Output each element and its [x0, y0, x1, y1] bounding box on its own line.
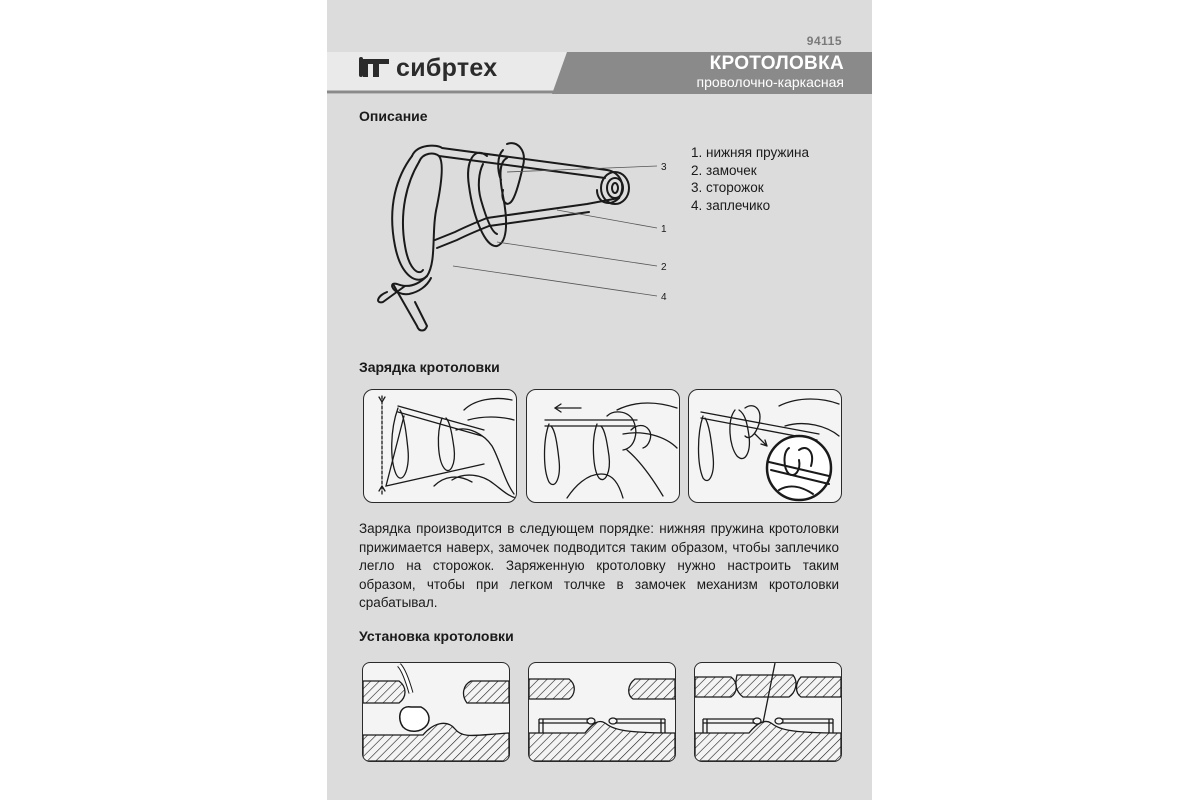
trap-diagram [357, 136, 677, 346]
brand-name: сибртех [396, 53, 498, 82]
legend-item: 3. сторожок [691, 180, 764, 195]
installation-heading: Установка кротоловки [359, 628, 514, 644]
installation-step-3-illustration [695, 663, 841, 761]
brand-logo-icon [359, 55, 393, 81]
callout-3: 3 [661, 162, 667, 173]
installation-step-2-illustration [529, 663, 675, 761]
brand-logo [359, 54, 497, 82]
callout-1: 1 [661, 224, 667, 235]
title-block [696, 54, 844, 90]
product-subtitle: проволочно-каркасная [696, 74, 844, 90]
product-title: КРОТОЛОВКА [709, 53, 844, 74]
installation-step-3 [694, 662, 842, 762]
legend-item: 2. замочек [691, 162, 757, 178]
installation-step-2 [528, 662, 676, 762]
parts-legend [691, 144, 809, 214]
instruction-sheet [327, 0, 872, 800]
charging-step-3 [688, 389, 842, 503]
installation-step-1-illustration [363, 663, 509, 761]
legend-item: 4. заплечико [691, 197, 771, 213]
charging-step-1-illustration [364, 390, 516, 502]
installation-step-1 [362, 662, 510, 762]
callout-2: 2 [661, 262, 667, 273]
charging-step-2-illustration [527, 390, 679, 502]
charging-step-1 [363, 389, 517, 503]
charging-step-3-illustration [689, 390, 841, 502]
charging-step-2 [526, 389, 680, 503]
description-heading: Описание [359, 108, 428, 124]
legend-item: 1. нижняя пружина [691, 145, 809, 160]
callout-4: 4 [661, 292, 667, 303]
product-code: 94115 [806, 34, 842, 48]
charging-instructions: Зарядка производится в следующем порядке: нижняя пружина кротоловки прижимается наверх, замочек подводится таким образом, чтобы заплечико легло на сторожок. Заряженную кротоловку нужно настроить таким образом, чтобы при легком толчке в замочек механизм кротоловки срабатывал. [359, 521, 839, 610]
charging-heading: Зарядка кротоловки [359, 359, 500, 375]
